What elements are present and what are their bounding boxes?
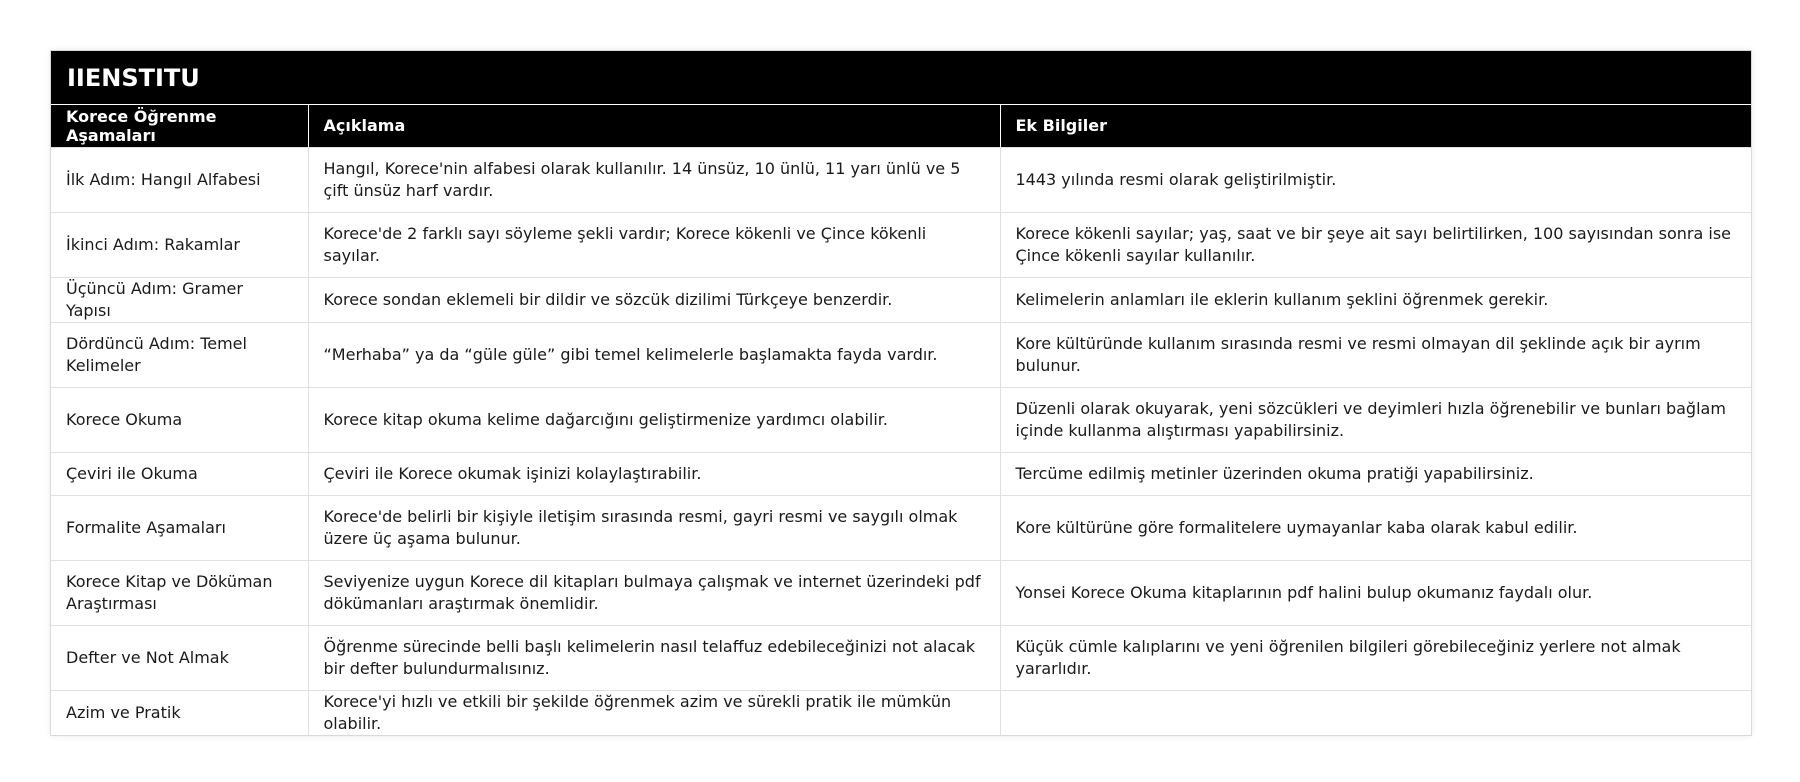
stage-cell: Çeviri ile Okuma: [51, 452, 308, 495]
extra-info-cell: Kore kültüründe kullanım sırasında resmi ve resmi olmayan dil şeklinde açık bir ayrım bulunur.: [1000, 322, 1751, 387]
stage-cell: Dördüncü Adım: Temel Kelimeler: [51, 322, 308, 387]
stage-cell: İkinci Adım: Rakamlar: [51, 212, 308, 277]
extra-info-cell: [1000, 690, 1751, 735]
stage-cell: Defter ve Not Almak: [51, 625, 308, 690]
description-cell: Çeviri ile Korece okumak işinizi kolaylaştırabilir.: [308, 452, 1000, 495]
description-cell: Korece kitap okuma kelime dağarcığını geliştirmenize yardımcı olabilir.: [308, 387, 1000, 452]
stage-cell: Korece Kitap ve Döküman Araştırması: [51, 560, 308, 625]
extra-info-cell: Küçük cümle kalıplarını ve yeni öğrenilen bilgileri görebileceğiniz yerlere not almak yararlıdır.: [1000, 625, 1751, 690]
table-row: [51, 452, 1751, 495]
info-card: [50, 50, 1752, 736]
extra-info-cell: Tercüme edilmiş metinler üzerinden okuma pratiği yapabilirsiniz.: [1000, 452, 1751, 495]
description-cell: Korece'de belirli bir kişiyle iletişim sırasında resmi, gayri resmi ve saygılı olmak üzere üç aşama bulunur.: [308, 495, 1000, 560]
description-cell: Öğrenme sürecinde belli başlı kelimelerin nasıl telaffuz edebileceğinizi not alacak bir defter bulundurmalısınız.: [308, 625, 1000, 690]
description-cell: “Merhaba” ya da “güle güle” gibi temel kelimelerle başlamakta fayda vardır.: [308, 322, 1000, 387]
stage-cell: Üçüncü Adım: Gramer Yapısı: [51, 277, 308, 322]
description-cell: Hangıl, Korece'nin alfabesi olarak kullanılır. 14 ünsüz, 10 ünlü, 11 yarı ünlü ve 5 çift ünsüz harf vardır.: [308, 147, 1000, 212]
table-title: IIENSTITU: [51, 51, 1751, 105]
stage-cell: Korece Okuma: [51, 387, 308, 452]
extra-info-cell: Kelimelerin anlamları ile eklerin kullanım şeklini öğrenmek gerekir.: [1000, 277, 1751, 322]
stage-cell: Azim ve Pratik: [51, 690, 308, 735]
stage-cell: İlk Adım: Hangıl Alfabesi: [51, 147, 308, 212]
extra-info-cell: Düzenli olarak okuyarak, yeni sözcükleri ve deyimleri hızla öğrenebilir ve bunları bağlam içinde kullanma alıştırması yapabilirsiniz.: [1000, 387, 1751, 452]
description-cell: Korece'yi hızlı ve etkili bir şekilde öğrenmek azim ve sürekli pratik ile mümkün olabilir.: [308, 690, 1000, 735]
extra-info-cell: Yonsei Korece Okuma kitaplarının pdf halini bulup okumanız faydalı olur.: [1000, 560, 1751, 625]
extra-info-cell: Kore kültürüne göre formalitelere uymayanlar kaba olarak kabul edilir.: [1000, 495, 1751, 560]
extra-info-cell: 1443 yılında resmi olarak geliştirilmiştir.: [1000, 147, 1751, 212]
extra-info-cell: Korece kökenli sayılar; yaş, saat ve bir şeye ait sayı belirtilirken, 100 sayısından sonra ise Çince kökenli sayılar kullanılır.: [1000, 212, 1751, 277]
table-row: [51, 387, 1751, 452]
table-row: [51, 147, 1751, 212]
learning-stages-table: [51, 105, 1751, 735]
table-row: [51, 560, 1751, 625]
table-row: [51, 212, 1751, 277]
stage-cell: Formalite Aşamaları: [51, 495, 308, 560]
description-cell: Korece'de 2 farklı sayı söyleme şekli vardır; Korece kökenli ve Çince kökenli sayılar.: [308, 212, 1000, 277]
column-header-description: Açıklama: [308, 105, 1000, 147]
description-cell: Korece sondan eklemeli bir dildir ve sözcük dizilimi Türkçeye benzerdir.: [308, 277, 1000, 322]
column-header-stage: Korece Öğrenme Aşamaları: [51, 105, 308, 147]
table-row: [51, 277, 1751, 322]
description-cell: Seviyenize uygun Korece dil kitapları bulmaya çalışmak ve internet üzerindeki pdf dökümanları araştırmak önemlidir.: [308, 560, 1000, 625]
column-header-extra-info: Ek Bilgiler: [1000, 105, 1751, 147]
table-row: [51, 690, 1751, 735]
table-row: [51, 322, 1751, 387]
table-row: [51, 625, 1751, 690]
header-row: [51, 105, 1751, 147]
table-row: [51, 495, 1751, 560]
